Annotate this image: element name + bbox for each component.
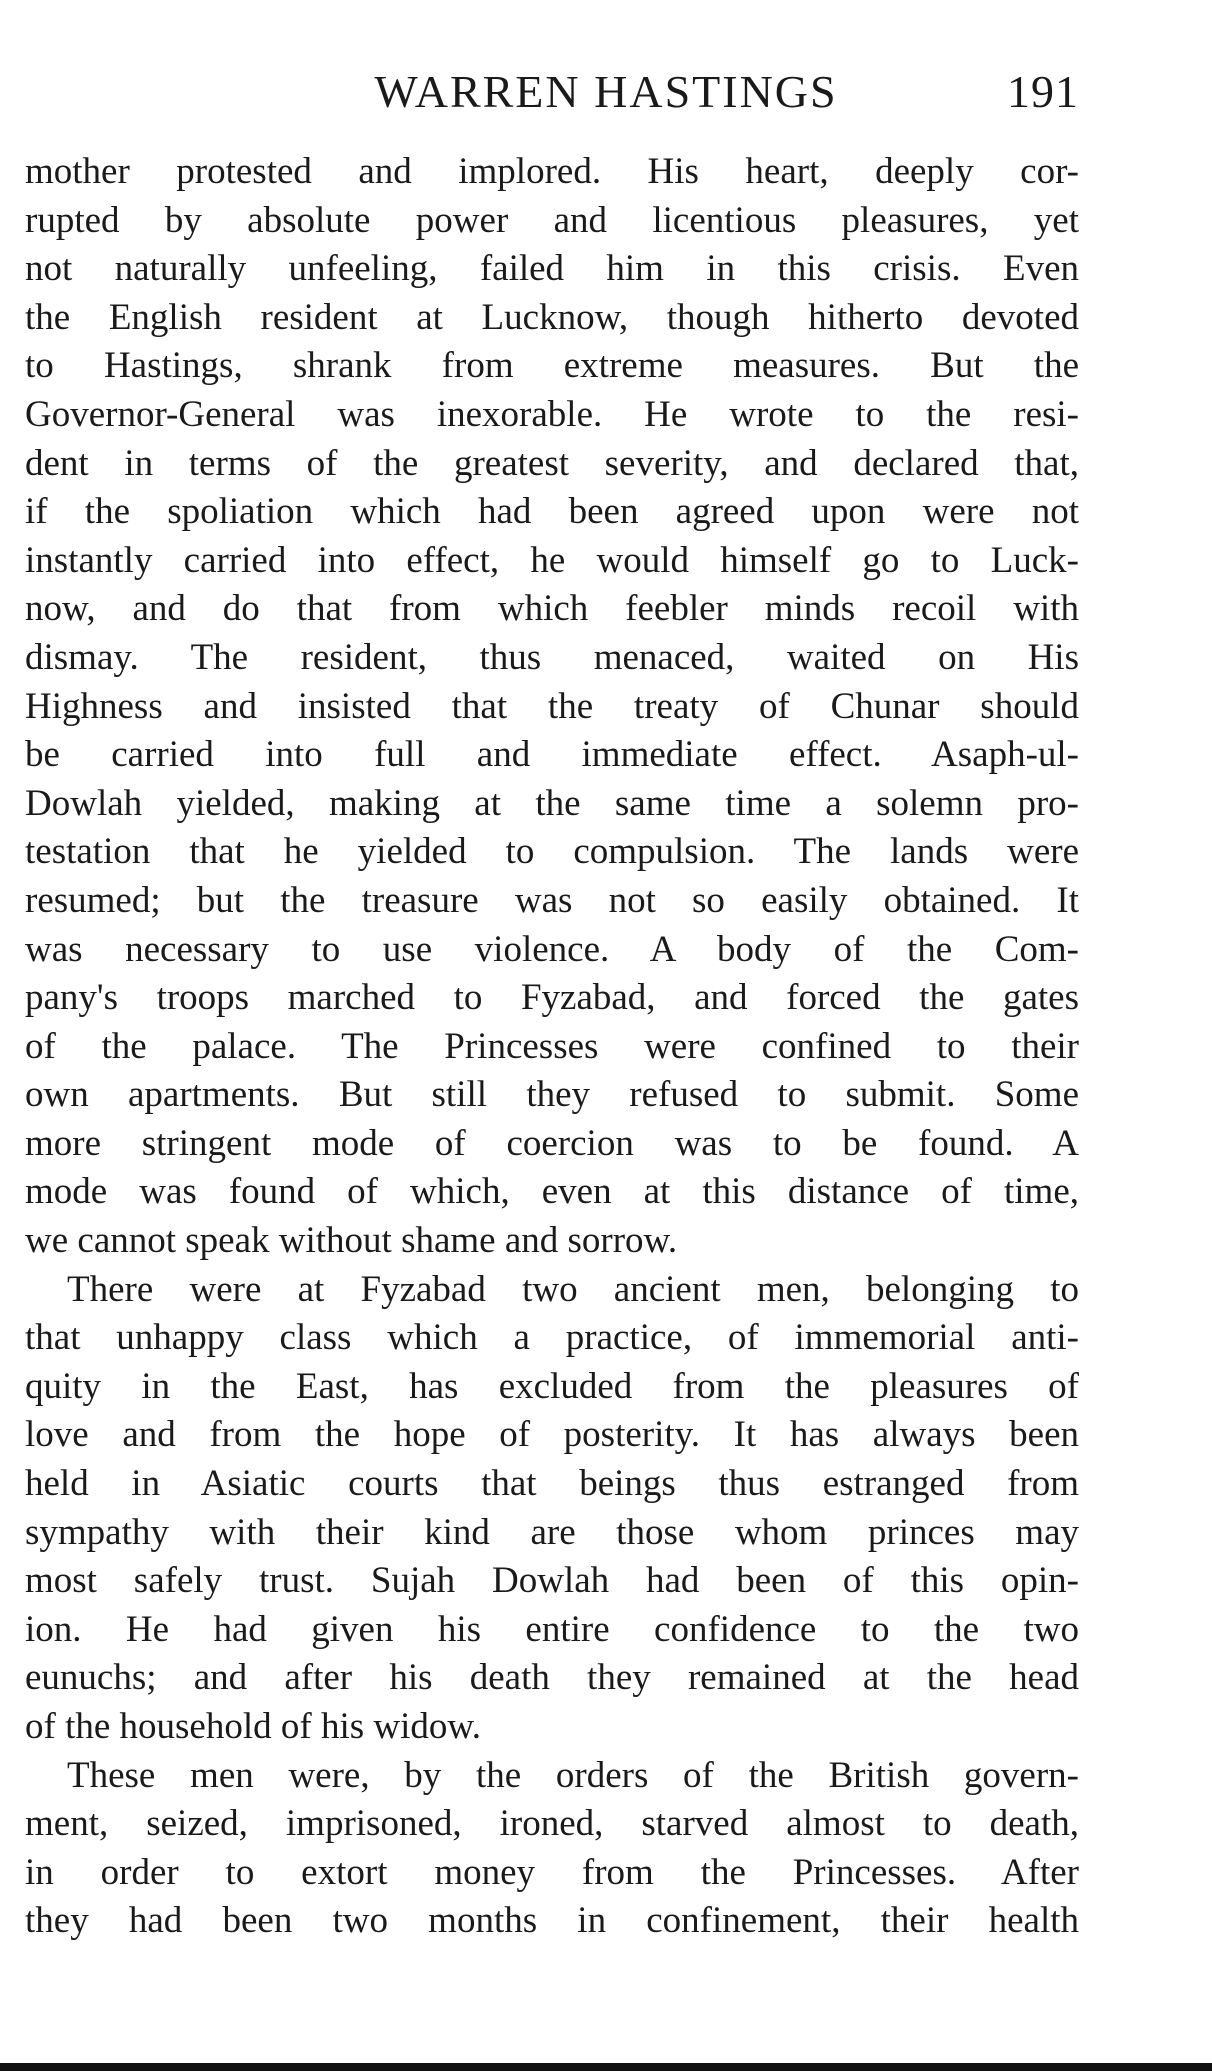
text-line: ment, seized, imprisoned, ironed, starved almost to death, [25,1803,1079,1845]
text-line: pany's troops marched to Fyzabad, and forced the gates [25,977,1079,1019]
paragraph-2 [25,1266,1079,1752]
text-line: in order to extort money from the Princesses. After [25,1851,1079,1893]
text-line: now, and do that from which feebler minds recoil with [25,588,1079,630]
text-line: quity in the East, has excluded from the pleasures of [25,1365,1079,1407]
running-head: WARREN HASTINGS [374,66,838,117]
text-line: resumed; but the treasure was not so easily obtained. It [25,879,1079,921]
text-line: instantly carried into effect, he would himself go to Luck- [25,539,1079,581]
text-line: dent in terms of the greatest severity, and declared that, [25,442,1079,484]
text-line: to Hastings, shrank from extreme measures. But the [25,345,1079,387]
paragraph-1 [25,148,1079,1266]
text-line: own apartments. But still they refused to submit. Some [25,1074,1079,1116]
text-line: of the household of his widow. [25,1706,481,1747]
body-text [25,148,1079,1946]
text-line: love and from the hope of posterity. It has always been [25,1414,1079,1456]
paragraph-3 [25,1752,1079,1946]
text-line: Governor-General was inexorable. He wrote to the resi- [25,393,1079,435]
page-number: 191 [1007,66,1079,117]
text-line: was necessary to use violence. A body of the Com- [25,928,1079,970]
text-line: held in Asiatic courts that beings thus estranged from [25,1463,1079,1505]
text-line: mode was found of which, even at this distance of time, [25,1171,1079,1213]
text-line: There were at Fyzabad two ancient men, belonging to [67,1268,1079,1310]
text-line: dismay. The resident, thus menaced, waited on His [25,636,1079,678]
text-line: These men were, by the orders of the British govern- [67,1754,1079,1796]
text-line: rupted by absolute power and licentious pleasures, yet [25,199,1079,241]
text-line: mother protested and implored. His heart, deeply cor- [25,151,1079,192]
text-line: testation that he yielded to compulsion. The lands were [25,831,1079,873]
text-line: we cannot speak without shame and sorrow. [25,1220,678,1262]
text-line: eunuchs; and after his death they remained at the head [25,1657,1079,1699]
text-line: they had been two months in confinement, their health [25,1900,1079,1942]
text-line: be carried into full and immediate effect. Asaph-ul- [25,734,1079,776]
text-line: most safely trust. Sujah Dowlah had been of this opin- [25,1560,1079,1602]
text-line: sympathy with their kind are those whom princes may [25,1511,1079,1553]
text-line: the English resident at Lucknow, though hitherto devoted [25,296,1079,338]
page-edge-rule [0,2063,1212,2071]
text-line: ion. He had given his entire confidence to the two [25,1608,1079,1650]
text-line: Dowlah yielded, making at the same time a solemn pro- [25,782,1079,824]
page-header [0,62,1212,122]
text-line: that unhappy class which a practice, of immemorial anti- [25,1317,1079,1359]
text-line: if the spoliation which had been agreed upon were not [25,491,1079,533]
text-line: Highness and insisted that the treaty of Chunar should [25,685,1079,727]
text-line: of the palace. The Princesses were confined to their [25,1025,1079,1067]
text-line: more stringent mode of coercion was to be found. A [25,1122,1079,1164]
text-line: not naturally unfeeling, failed him in this crisis. Even [25,248,1079,290]
